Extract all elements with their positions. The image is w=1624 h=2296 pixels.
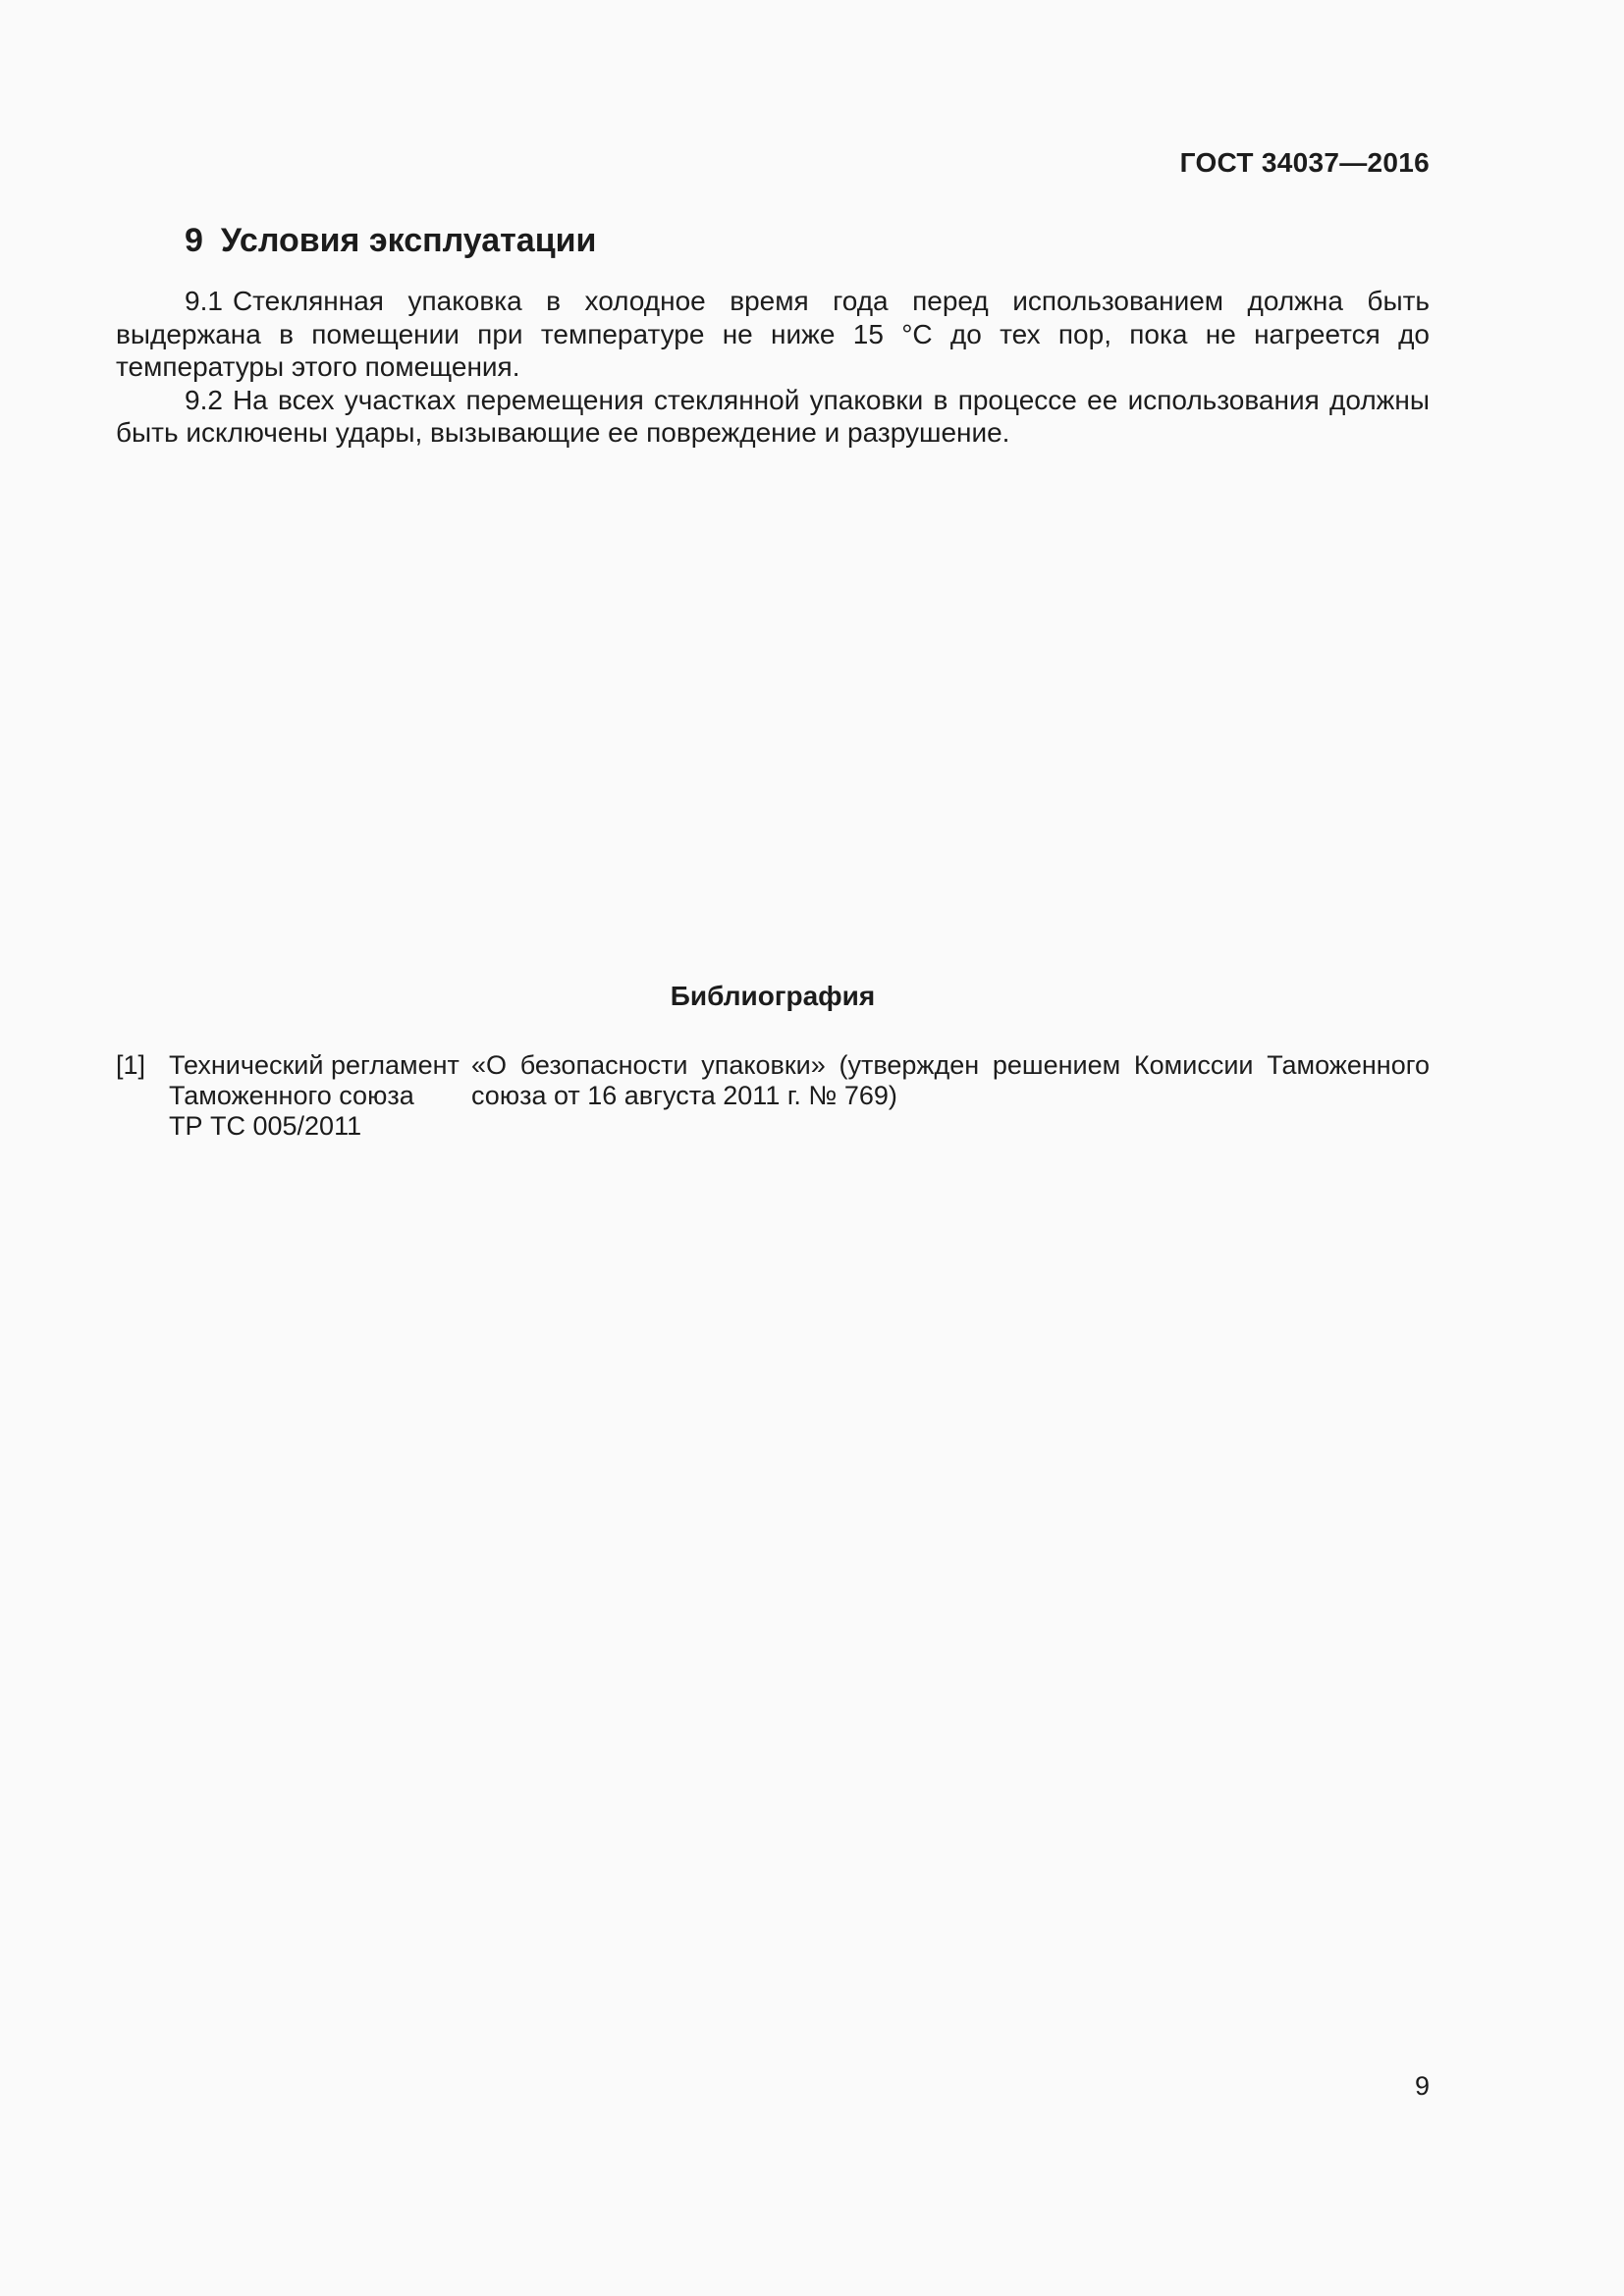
section-heading bbox=[185, 222, 596, 260]
bibliography-title: Библиография bbox=[670, 981, 876, 1011]
section-body bbox=[116, 285, 1430, 450]
paragraph-number: 9.2 bbox=[185, 384, 223, 415]
reference-name bbox=[169, 1050, 463, 1142]
reference-number: [1] bbox=[116, 1050, 146, 1080]
paragraph-number: 9.1 bbox=[185, 286, 223, 316]
page-number: 9 bbox=[1414, 2071, 1430, 2101]
reference-name-line: ТР ТС 005/2011 bbox=[169, 1111, 362, 1141]
reference-description: «О безопасности упаковки» (утвержден решением Комиссии Таможенного союза от 16 августа 2011 г. № 769) bbox=[471, 1050, 1430, 1110]
reference-name-line: Таможенного союза bbox=[169, 1081, 414, 1110]
section-title-text: Условия эксплуатации bbox=[220, 222, 597, 259]
paragraph-text: На всех участках перемещения стеклянной упаковки в процессе ее использования должны быть исключены удары, вызывающие ее повреждение и разрушение. bbox=[116, 384, 1430, 448]
section-number: 9 bbox=[185, 222, 203, 259]
paragraph-9-1 bbox=[116, 285, 1430, 384]
paragraph-text: Стеклянная упаковка в холодное время года перед использованием должна быть выдержана в помещении при температуре не ниже 15 °С до тех пор, пока не нагреется до температуры этого помещения. bbox=[116, 286, 1430, 382]
document-standard-code: ГОСТ 34037—2016 bbox=[1179, 147, 1430, 178]
paragraph-9-2 bbox=[116, 384, 1430, 450]
reference-name-line: Технический регламент bbox=[169, 1050, 460, 1080]
